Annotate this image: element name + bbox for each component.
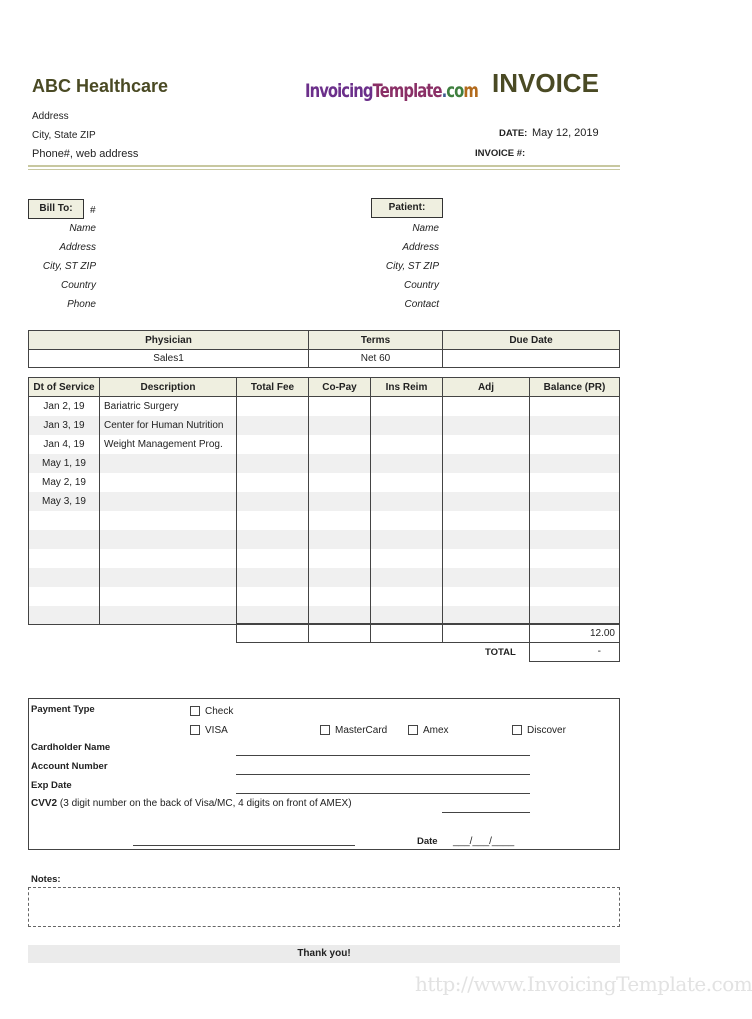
exp-line[interactable]	[236, 793, 530, 794]
amount-cell[interactable]	[309, 492, 371, 511]
amount-cell[interactable]	[371, 511, 443, 530]
amount-cell[interactable]	[371, 435, 443, 454]
logo-part: Invoicing	[305, 80, 373, 102]
discover-option[interactable]	[512, 725, 566, 736]
notes-box[interactable]	[28, 887, 620, 927]
dt-of-service-header: Dt of Service	[29, 378, 100, 397]
amount-cell[interactable]	[443, 606, 530, 625]
amount-cell[interactable]	[371, 397, 443, 416]
adj-header: Adj	[443, 378, 530, 397]
cardholder-label: Cardholder Name	[31, 742, 111, 753]
amount-cell[interactable]	[371, 473, 443, 492]
description-cell[interactable]	[100, 492, 237, 511]
amex-checkbox[interactable]	[408, 725, 418, 735]
bill-to-city[interactable]: City, ST ZIP	[42, 261, 96, 272]
total-label: TOTAL	[485, 647, 516, 658]
logo-part: co	[446, 80, 464, 102]
amount-cell[interactable]	[443, 492, 530, 511]
invoicing-template-logo	[305, 80, 478, 102]
patient-contact[interactable]: Contact	[404, 299, 439, 310]
co-pay-sum	[309, 624, 371, 643]
mastercard-checkbox[interactable]	[320, 725, 330, 735]
amount-cell[interactable]	[309, 568, 371, 587]
balance-sum: 12.00	[530, 624, 620, 643]
amount-cell[interactable]	[237, 473, 309, 492]
amount-cell[interactable]	[309, 606, 371, 625]
bill-to-label: Bill To:	[28, 199, 84, 219]
service-date-cell[interactable]	[29, 530, 100, 549]
exp-label: Exp Date	[31, 780, 72, 791]
discover-checkbox[interactable]	[512, 725, 522, 735]
co-pay-header: Co-Pay	[309, 378, 371, 397]
invoice-number-label: INVOICE #:	[475, 148, 526, 159]
table-row	[29, 492, 620, 511]
service-date-cell[interactable]: Jan 3, 19	[29, 416, 100, 435]
amount-cell[interactable]	[309, 587, 371, 606]
visa-label: VISA	[205, 725, 228, 736]
bill-to-name[interactable]: Name	[69, 223, 96, 234]
patient-name[interactable]: Name	[412, 223, 439, 234]
adj-sum	[443, 624, 530, 643]
logo-part: m	[463, 80, 478, 102]
service-date-cell[interactable]	[29, 587, 100, 606]
patient-city[interactable]: City, ST ZIP	[385, 261, 439, 272]
service-date-cell[interactable]	[29, 568, 100, 587]
description-header: Description	[100, 378, 237, 397]
cardholder-line[interactable]	[236, 755, 530, 756]
amount-cell[interactable]	[530, 435, 620, 454]
cvv-line[interactable]	[442, 812, 530, 813]
description-cell[interactable]	[100, 473, 237, 492]
invoice-title: INVOICE	[492, 68, 599, 98]
company-name: ABC Healthcare	[32, 76, 169, 96]
amount-cell[interactable]	[443, 435, 530, 454]
total-value: -	[529, 642, 620, 662]
amount-cell[interactable]	[237, 397, 309, 416]
company-address: Address	[32, 111, 69, 122]
thank-you: Thank you!	[28, 945, 620, 963]
ins-reim-header: Ins Reim	[371, 378, 443, 397]
amount-cell[interactable]	[309, 473, 371, 492]
amount-cell[interactable]	[443, 587, 530, 606]
items-table	[28, 377, 620, 625]
terms-header: Terms	[309, 331, 443, 350]
amount-cell[interactable]	[530, 587, 620, 606]
terms-value[interactable]: Net 60	[309, 350, 443, 368]
amount-cell[interactable]	[530, 416, 620, 435]
service-date-cell[interactable]: May 3, 19	[29, 492, 100, 511]
due-date-value[interactable]	[443, 350, 620, 368]
total-fee-sum	[237, 624, 309, 643]
amount-cell[interactable]	[237, 568, 309, 587]
amount-cell[interactable]	[443, 549, 530, 568]
amount-cell[interactable]	[309, 511, 371, 530]
cvv-bold: CVV2	[31, 798, 58, 809]
amount-cell[interactable]	[237, 492, 309, 511]
description-cell[interactable]	[100, 454, 237, 473]
amount-cell[interactable]	[371, 587, 443, 606]
amount-cell[interactable]	[371, 606, 443, 625]
logo-part: Template	[372, 80, 442, 102]
table-row	[29, 454, 620, 473]
physician-header: Physician	[29, 331, 309, 350]
service-date-cell[interactable]	[29, 549, 100, 568]
cvv-rest: (3 digit number on the back of Visa/MC, 4 digits on front of AMEX)	[57, 798, 352, 809]
amount-cell[interactable]	[237, 435, 309, 454]
mastercard-option[interactable]	[320, 725, 387, 736]
service-date-cell[interactable]	[29, 511, 100, 530]
visa-checkbox[interactable]	[190, 725, 200, 735]
amount-cell[interactable]	[237, 530, 309, 549]
mastercard-label: MasterCard	[335, 725, 388, 736]
service-date-cell[interactable]: Jan 4, 19	[29, 435, 100, 454]
signature-line[interactable]	[133, 845, 355, 846]
amount-cell[interactable]	[443, 511, 530, 530]
table-row	[29, 568, 620, 587]
bill-to-hash: #	[90, 205, 96, 216]
amount-cell[interactable]	[443, 530, 530, 549]
date-label: DATE:	[499, 128, 528, 139]
amount-cell[interactable]	[237, 416, 309, 435]
amount-cell[interactable]	[443, 416, 530, 435]
patient-label: Patient:	[371, 198, 443, 218]
balance-header: Balance (PR)	[530, 378, 620, 397]
amount-cell[interactable]	[530, 492, 620, 511]
table-row	[29, 530, 620, 549]
bill-to-country[interactable]: Country	[60, 280, 96, 291]
amount-cell[interactable]	[530, 530, 620, 549]
description-cell[interactable]	[100, 587, 237, 606]
patient-address[interactable]: Address	[402, 242, 439, 253]
discover-label: Discover	[527, 725, 566, 736]
amount-cell[interactable]	[309, 416, 371, 435]
service-date-cell[interactable]	[29, 606, 100, 625]
amount-cell[interactable]	[309, 454, 371, 473]
totals-table	[236, 623, 620, 643]
bill-to-phone[interactable]: Phone	[67, 299, 96, 310]
check-label: Check	[205, 706, 234, 717]
company-phone: Phone#, web address	[32, 148, 139, 160]
table-row	[29, 587, 620, 606]
description-cell[interactable]	[100, 606, 237, 625]
header-divider-thin	[28, 169, 620, 170]
amex-label: Amex	[423, 725, 449, 736]
service-date-cell[interactable]: Jan 2, 19	[29, 397, 100, 416]
amount-cell[interactable]	[530, 568, 620, 587]
amount-cell[interactable]	[530, 511, 620, 530]
patient-country[interactable]: Country	[403, 280, 439, 291]
amount-cell[interactable]	[443, 568, 530, 587]
check-checkbox[interactable]	[190, 706, 200, 716]
account-label: Account Number	[31, 761, 108, 772]
ins-reim-sum	[371, 624, 443, 643]
account-line[interactable]	[236, 774, 530, 775]
description-cell[interactable]	[100, 511, 237, 530]
check-option[interactable]	[190, 706, 233, 717]
description-cell[interactable]: Weight Management Prog.	[100, 435, 237, 454]
amount-cell[interactable]	[443, 454, 530, 473]
amount-cell[interactable]	[371, 416, 443, 435]
payment-date-label: Date	[417, 836, 438, 847]
service-date-cell[interactable]: May 1, 19	[29, 454, 100, 473]
table-row	[29, 416, 620, 435]
amount-cell[interactable]	[309, 530, 371, 549]
table-row	[29, 435, 620, 454]
physician-table	[28, 330, 620, 368]
physician-value[interactable]: Sales1	[29, 350, 309, 368]
description-cell[interactable]: Center for Human Nutrition	[100, 416, 237, 435]
table-row	[29, 511, 620, 530]
description-cell[interactable]	[100, 568, 237, 587]
notes-label: Notes:	[31, 874, 61, 885]
amount-cell[interactable]	[371, 568, 443, 587]
amount-cell[interactable]	[371, 492, 443, 511]
date-value[interactable]: May 12, 2019	[532, 127, 599, 139]
amount-cell[interactable]	[443, 397, 530, 416]
amount-cell[interactable]	[237, 454, 309, 473]
payment-type-label: Payment Type	[31, 704, 95, 715]
table-row	[29, 549, 620, 568]
amount-cell[interactable]	[371, 530, 443, 549]
watermark: http://www.InvoicingTemplate.com	[415, 972, 752, 996]
amount-cell[interactable]	[530, 606, 620, 625]
payment-date-blank[interactable]: ___/___/____	[453, 836, 515, 847]
visa-option[interactable]	[190, 725, 228, 736]
logo-part: .	[441, 80, 447, 102]
amount-cell[interactable]	[237, 511, 309, 530]
amount-cell[interactable]	[530, 397, 620, 416]
bill-to-address[interactable]: Address	[59, 242, 96, 253]
amount-cell[interactable]	[237, 606, 309, 625]
service-date-cell[interactable]: May 2, 19	[29, 473, 100, 492]
amount-cell[interactable]	[530, 549, 620, 568]
due-date-header: Due Date	[443, 331, 620, 350]
amount-cell[interactable]	[371, 454, 443, 473]
description-cell[interactable]	[100, 549, 237, 568]
amount-cell[interactable]	[443, 473, 530, 492]
description-cell[interactable]: Bariatric Surgery	[100, 397, 237, 416]
amex-option[interactable]	[408, 725, 449, 736]
header-divider	[28, 165, 620, 167]
amount-cell[interactable]	[371, 549, 443, 568]
amount-cell[interactable]	[530, 454, 620, 473]
amount-cell[interactable]	[309, 397, 371, 416]
total-fee-header: Total Fee	[237, 378, 309, 397]
description-cell[interactable]	[100, 530, 237, 549]
cvv-text	[31, 798, 352, 809]
amount-cell[interactable]	[530, 473, 620, 492]
table-row	[29, 473, 620, 492]
amount-cell[interactable]	[309, 435, 371, 454]
table-row	[29, 606, 620, 625]
amount-cell[interactable]	[237, 587, 309, 606]
amount-cell[interactable]	[237, 549, 309, 568]
table-row	[29, 397, 620, 416]
amount-cell[interactable]	[309, 549, 371, 568]
company-city: City, State ZIP	[32, 130, 96, 141]
